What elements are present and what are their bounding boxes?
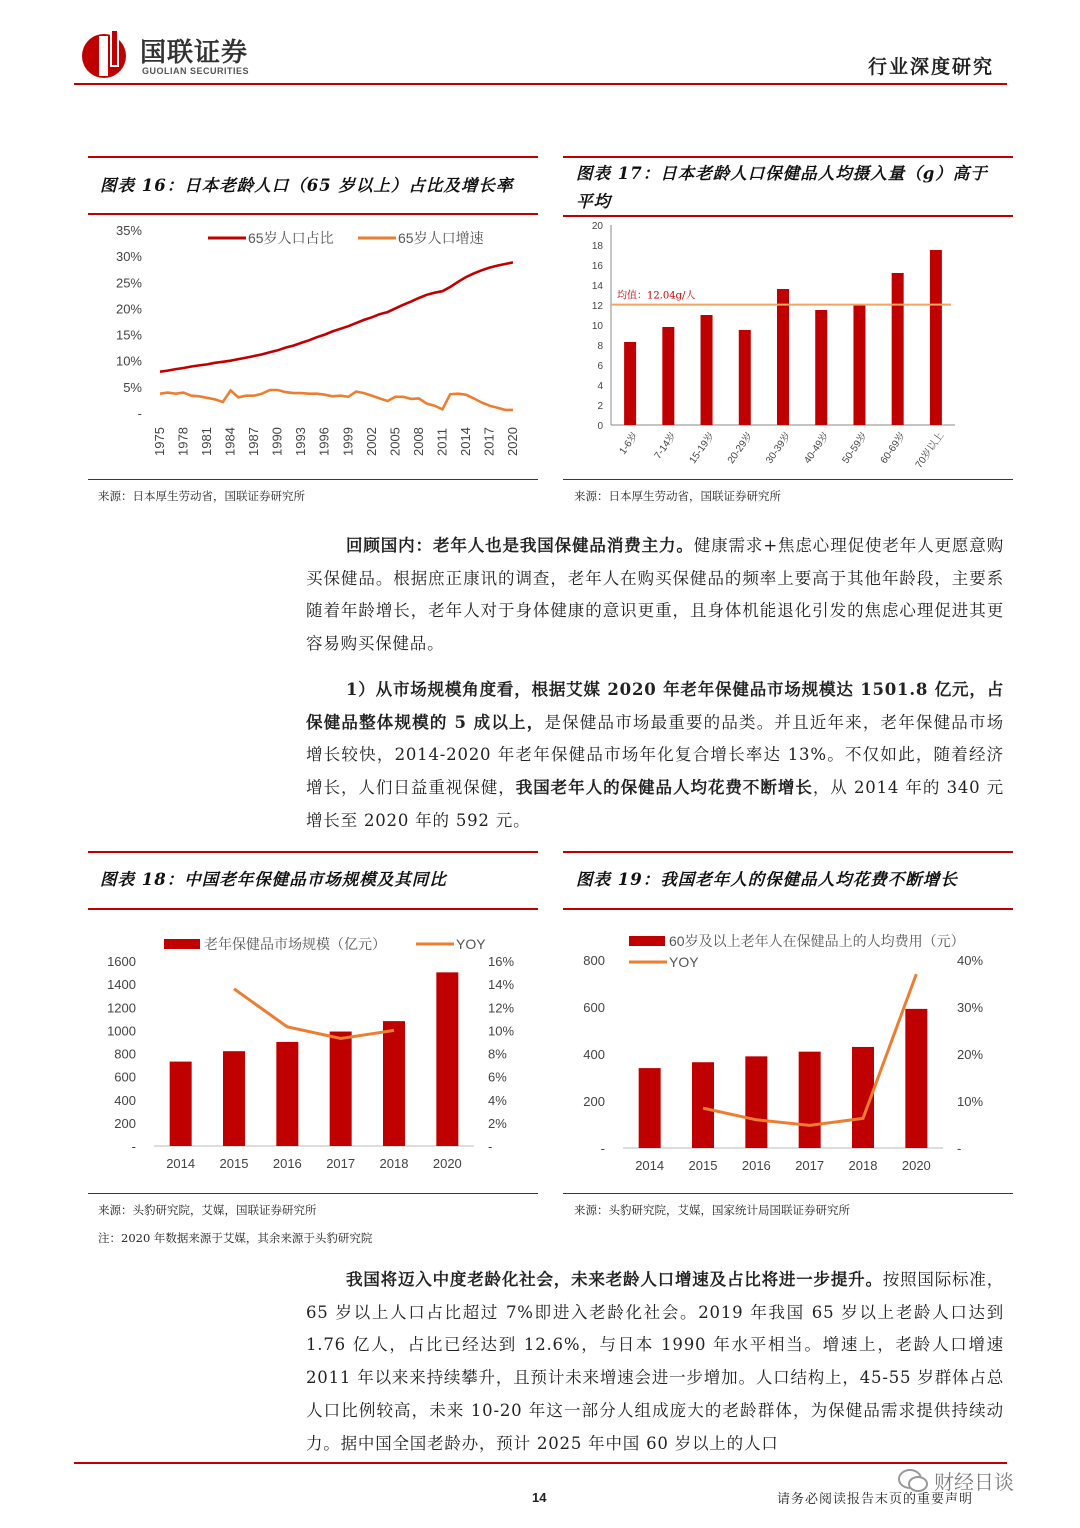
fig18-y-right-tick: 12%	[488, 1000, 515, 1016]
fig17-y-tick: 16	[591, 261, 603, 272]
paragraph-aging-outlook	[306, 1264, 1004, 1460]
fig17-bottom-rule	[563, 479, 1013, 480]
paragraph-market-emphasis: 我国老年人的保健品人均花费不断增长	[515, 778, 813, 798]
fig17-bar	[739, 330, 751, 425]
fig19-x-tick: 2020	[901, 1158, 931, 1173]
company-logo	[80, 28, 280, 82]
fig18-y-left-tick: 400	[114, 1092, 136, 1108]
fig16-x-tick: 1978	[175, 427, 191, 456]
fig19-x-tick: 2016	[741, 1158, 771, 1173]
fig18-y-right-tick: 8%	[488, 1046, 507, 1062]
fig18-bar	[276, 1042, 298, 1146]
fig18-y-right-tick: 6%	[488, 1069, 507, 1085]
fig18-chart	[88, 910, 540, 1192]
paragraph-aging-lead: 我国将迈入中度老龄化社会，未来老龄人口增速及占比将进一步提升。	[346, 1270, 883, 1289]
fig16-x-tick: 1996	[316, 427, 332, 456]
fig16-x-tick: 2011	[434, 428, 450, 456]
fig18-legend-label-bar: 老年保健品市场规模（亿元）	[204, 936, 386, 952]
logo-main-text: 国联证券	[140, 38, 249, 68]
fig18-bar	[383, 1021, 405, 1146]
fig19-x-tick: 2015	[688, 1158, 718, 1173]
fig19-y-right-tick: 10%	[957, 1094, 984, 1109]
fig16-chart	[88, 216, 540, 478]
paragraph-market-size	[306, 674, 1004, 838]
fig16-legend-label: 65岁人口占比	[248, 230, 334, 246]
fig16-y-tick: -	[137, 406, 142, 421]
fig17-y-tick: 14	[591, 281, 603, 292]
fig18-note: 注：2020 年数据来源于艾媒，其余来源于头豹研究院	[98, 1231, 373, 1245]
fig18-bar	[436, 972, 458, 1146]
fig18-title: 图表 18：中国老年保健品市场规模及其同比	[100, 870, 447, 889]
fig18-yoy-line	[234, 989, 394, 1039]
fig17-x-tick: 30-39岁	[764, 430, 794, 466]
fig17-bar	[892, 273, 904, 425]
fig18-y-left-tick: 800	[114, 1046, 136, 1062]
fig17-x-tick: 50-59岁	[840, 430, 870, 466]
fig16-x-tick: 1987	[246, 427, 262, 456]
fig19-y-right-tick: 30%	[957, 1000, 984, 1015]
fig16-series-line-1	[160, 262, 513, 371]
header-rule	[74, 83, 1007, 85]
fig17-x-tick: 7-14岁	[652, 430, 679, 462]
fig18-y-right-tick: 4%	[488, 1092, 507, 1108]
fig17-bar	[853, 305, 865, 425]
paragraph-market-lead: 1）从市场规模角度看，根据艾媒 2020 年老年保健品市场规模达 1501.8 亿元，占保健品整体规模的 5 成以上，	[306, 680, 1004, 732]
fig19-source: 来源：头豹研究院，艾媒，国家统计局国联证券研究所	[574, 1203, 850, 1217]
fig16-x-tick: 2002	[363, 427, 379, 456]
fig17-bar	[662, 327, 674, 425]
fig18-y-left-tick: 1600	[107, 954, 136, 969]
logo-emblem-icon	[80, 28, 132, 82]
fig17-bar	[624, 342, 636, 425]
fig17-chart	[563, 216, 1015, 478]
fig17-bar	[930, 250, 942, 425]
fig18-y-right-tick: -	[488, 1139, 493, 1154]
fig16-x-tick: 1981	[199, 427, 215, 456]
chat-bubble-icon	[898, 1468, 928, 1494]
fig17-y-tick: 12	[591, 301, 603, 312]
fig17-title-line1: 图表 17：日本老龄人口保健品人均摄入量（g）高于	[576, 164, 988, 183]
fig17-top-rule	[563, 156, 1013, 158]
paragraph-domestic	[306, 530, 1004, 661]
fig16-x-tick: 2020	[505, 427, 520, 456]
fig18-y-left-tick: -	[131, 1139, 136, 1154]
fig19-y-left-tick: 600	[583, 1000, 605, 1015]
fig16-top-rule	[88, 156, 538, 158]
fig18-x-tick: 2014	[166, 1156, 196, 1171]
fig17-mean-label: 均值：12.04g/人	[617, 290, 696, 302]
fig16-bottom-rule	[88, 479, 538, 480]
fig19-bar	[639, 1068, 661, 1148]
fig19-legend-label-line: YOY	[669, 954, 699, 970]
fig18-legend-swatch-bar	[164, 939, 200, 949]
fig18-top-rule	[88, 851, 538, 853]
fig18-bar	[170, 1062, 192, 1146]
watermark-text: 财经日谈	[934, 1470, 1014, 1494]
fig19-y-right-tick: 20%	[957, 1047, 984, 1062]
watermark	[898, 1466, 1014, 1495]
fig17-x-tick: 15-19岁	[687, 430, 718, 466]
fig18-bar	[330, 1032, 352, 1146]
footer-rule	[74, 1462, 1007, 1464]
fig17-y-tick: 4	[597, 381, 603, 392]
fig16-title: 图表 16：日本老龄人口（65 岁以上）占比及增长率	[100, 176, 514, 195]
fig16-x-tick: 1975	[152, 427, 167, 456]
fig16-y-tick: 35%	[115, 223, 142, 238]
fig18-legend-label-line: YOY	[456, 936, 486, 952]
fig17-y-tick: 2	[597, 401, 603, 412]
fig19-legend-swatch-bar	[629, 936, 665, 946]
fig17-x-tick: 70岁以上	[913, 430, 947, 471]
page-number: 14	[532, 1490, 547, 1505]
fig17-y-tick: 8	[597, 341, 603, 352]
fig17-bar	[815, 310, 827, 425]
fig19-top-rule	[563, 851, 1013, 853]
fig19-bar	[692, 1062, 714, 1148]
paragraph-market-end: ，从 2014 年的 340 元增长至 2020 年的 592 元。	[306, 778, 1004, 830]
fig16-series-line-2	[160, 390, 513, 410]
fig19-y-left-tick: 800	[583, 953, 605, 968]
fig19-y-right-tick: -	[957, 1141, 962, 1156]
fig16-y-tick: 10%	[115, 353, 142, 369]
fig16-source: 来源：日本厚生劳动省，国联证券研究所	[98, 489, 305, 503]
fig18-bar	[223, 1051, 245, 1146]
fig16-y-tick: 5%	[123, 379, 142, 395]
fig18-bottom-rule	[88, 1193, 538, 1194]
fig17-y-tick: 6	[597, 361, 603, 372]
fig18-y-left-tick: 1400	[107, 977, 136, 993]
fig19-x-tick: 2014	[635, 1158, 665, 1173]
logo-sub-text: GUOLIAN SECURITIES	[142, 66, 250, 76]
fig17-bar	[701, 315, 713, 425]
fig18-x-tick: 2018	[379, 1156, 409, 1171]
disclaimer-note: 请务必阅读报告末页的重要声明	[777, 1492, 974, 1507]
paragraph-domestic-lead: 回顾国内：老年人也是我国保健品消费主力。	[346, 536, 694, 555]
report-category: 行业深度研究	[868, 56, 995, 78]
paragraph-domestic-body: 健康需求+焦虑心理促使老年人更愿意购买保健品。根据庶正康讯的调查，老年人在购买保健品的频率上要高于其他年龄段，主要系随着年龄增长，老年人对于身体健康的意识更重，且身体机能退化引发的焦虑心理促进其更容易购买保健品。	[306, 536, 1004, 654]
fig18-x-tick: 2016	[272, 1156, 302, 1171]
fig18-y-right-tick: 14%	[488, 977, 515, 993]
fig16-y-tick: 15%	[115, 327, 142, 343]
fig16-x-tick: 1993	[293, 427, 309, 456]
fig18-x-tick: 2015	[219, 1156, 249, 1171]
fig19-y-left-tick: 400	[583, 1047, 605, 1062]
paragraph-market-body: 是保健品市场最重要的品类。并且近年来，老年保健品市场增长较快，2014-2020 年老年保健品市场年化复合增长率达 13%。不仅如此，随着经济增长，人们日益重视保健，	[306, 712, 1004, 798]
fig19-title: 图表 19：我国老年人的保健品人均花费不断增长	[576, 870, 958, 889]
fig17-x-tick: 60-69岁	[878, 430, 909, 466]
fig18-y-left-tick: 1200	[107, 1000, 136, 1016]
fig19-chart	[563, 910, 1015, 1192]
fig16-y-tick: 20%	[115, 301, 142, 317]
fig18-y-left-tick: 1000	[107, 1023, 136, 1039]
fig18-x-tick: 2017	[326, 1156, 356, 1171]
fig18-y-left-tick: 200	[114, 1115, 136, 1131]
fig16-x-tick: 2005	[387, 427, 403, 456]
fig17-y-tick: 20	[591, 221, 603, 232]
fig17-source: 来源：日本厚生劳动省，国联证券研究所	[574, 489, 781, 503]
paragraph-aging-body: 按照国际标准，65 岁以上人口占比超过 7%即进入老龄化社会。2019 年我国 65 岁以上老龄人口达到 1.76 亿人，占比已经达到 12.6%，与日本 1990 年水平相当。增速上，老龄人口增速 2011 年以来来持续攀升，且预计未来增速会进一步增加。人口结构上，45-55 岁群体占总人口比例较高，未来 10-20 年这一部分人组成庞大的老龄群体，为保健品需求提供持续动力。据中国全国老龄办，预计 2025 年中国 60 岁以上的人口	[306, 1270, 1004, 1453]
fig18-source: 来源：头豹研究院，艾媒，国联证券研究所	[98, 1203, 317, 1217]
fig17-title-line2: 平均	[576, 192, 611, 211]
fig16-x-tick: 1984	[222, 427, 238, 456]
fig17-y-tick: 0	[597, 421, 603, 432]
fig18-y-left-tick: 600	[114, 1069, 136, 1085]
fig19-x-tick: 2017	[795, 1158, 825, 1173]
fig16-x-tick: 2014	[457, 427, 473, 456]
fig16-x-tick: 2008	[410, 427, 426, 456]
fig19-bar	[905, 1009, 927, 1148]
fig19-bottom-rule	[563, 1193, 1013, 1194]
fig18-y-right-tick: 16%	[488, 954, 515, 969]
fig19-y-left-tick: 200	[583, 1094, 605, 1109]
fig17-bar	[777, 289, 789, 425]
fig16-y-tick: 25%	[115, 275, 142, 291]
fig17-x-tick: 20-29岁	[725, 430, 756, 466]
fig16-x-tick: 2017	[481, 427, 497, 456]
fig16-legend-label: 65岁人口增速	[398, 230, 484, 246]
fig17-x-tick: 1-6岁	[617, 430, 641, 457]
fig16-mid-rule	[88, 213, 538, 215]
fig16-x-tick: 1999	[340, 427, 356, 456]
fig19-x-tick: 2018	[848, 1158, 878, 1173]
fig19-legend-label-bar: 60岁及以上老年人在保健品上的人均费用（元）	[669, 933, 965, 949]
fig18-y-right-tick: 10%	[488, 1023, 515, 1039]
fig19-bar	[799, 1052, 821, 1148]
fig18-x-tick: 2020	[432, 1156, 462, 1171]
fig18-y-right-tick: 2%	[488, 1115, 507, 1131]
fig17-y-tick: 10	[591, 321, 603, 332]
fig17-y-tick: 18	[591, 241, 603, 252]
fig16-y-tick: 30%	[115, 249, 142, 265]
fig19-y-left-tick: -	[600, 1141, 605, 1156]
fig17-x-tick: 40-49岁	[802, 430, 832, 466]
fig19-bar	[745, 1056, 767, 1148]
fig16-x-tick: 1990	[269, 427, 285, 456]
fig19-y-right-tick: 40%	[957, 953, 984, 968]
